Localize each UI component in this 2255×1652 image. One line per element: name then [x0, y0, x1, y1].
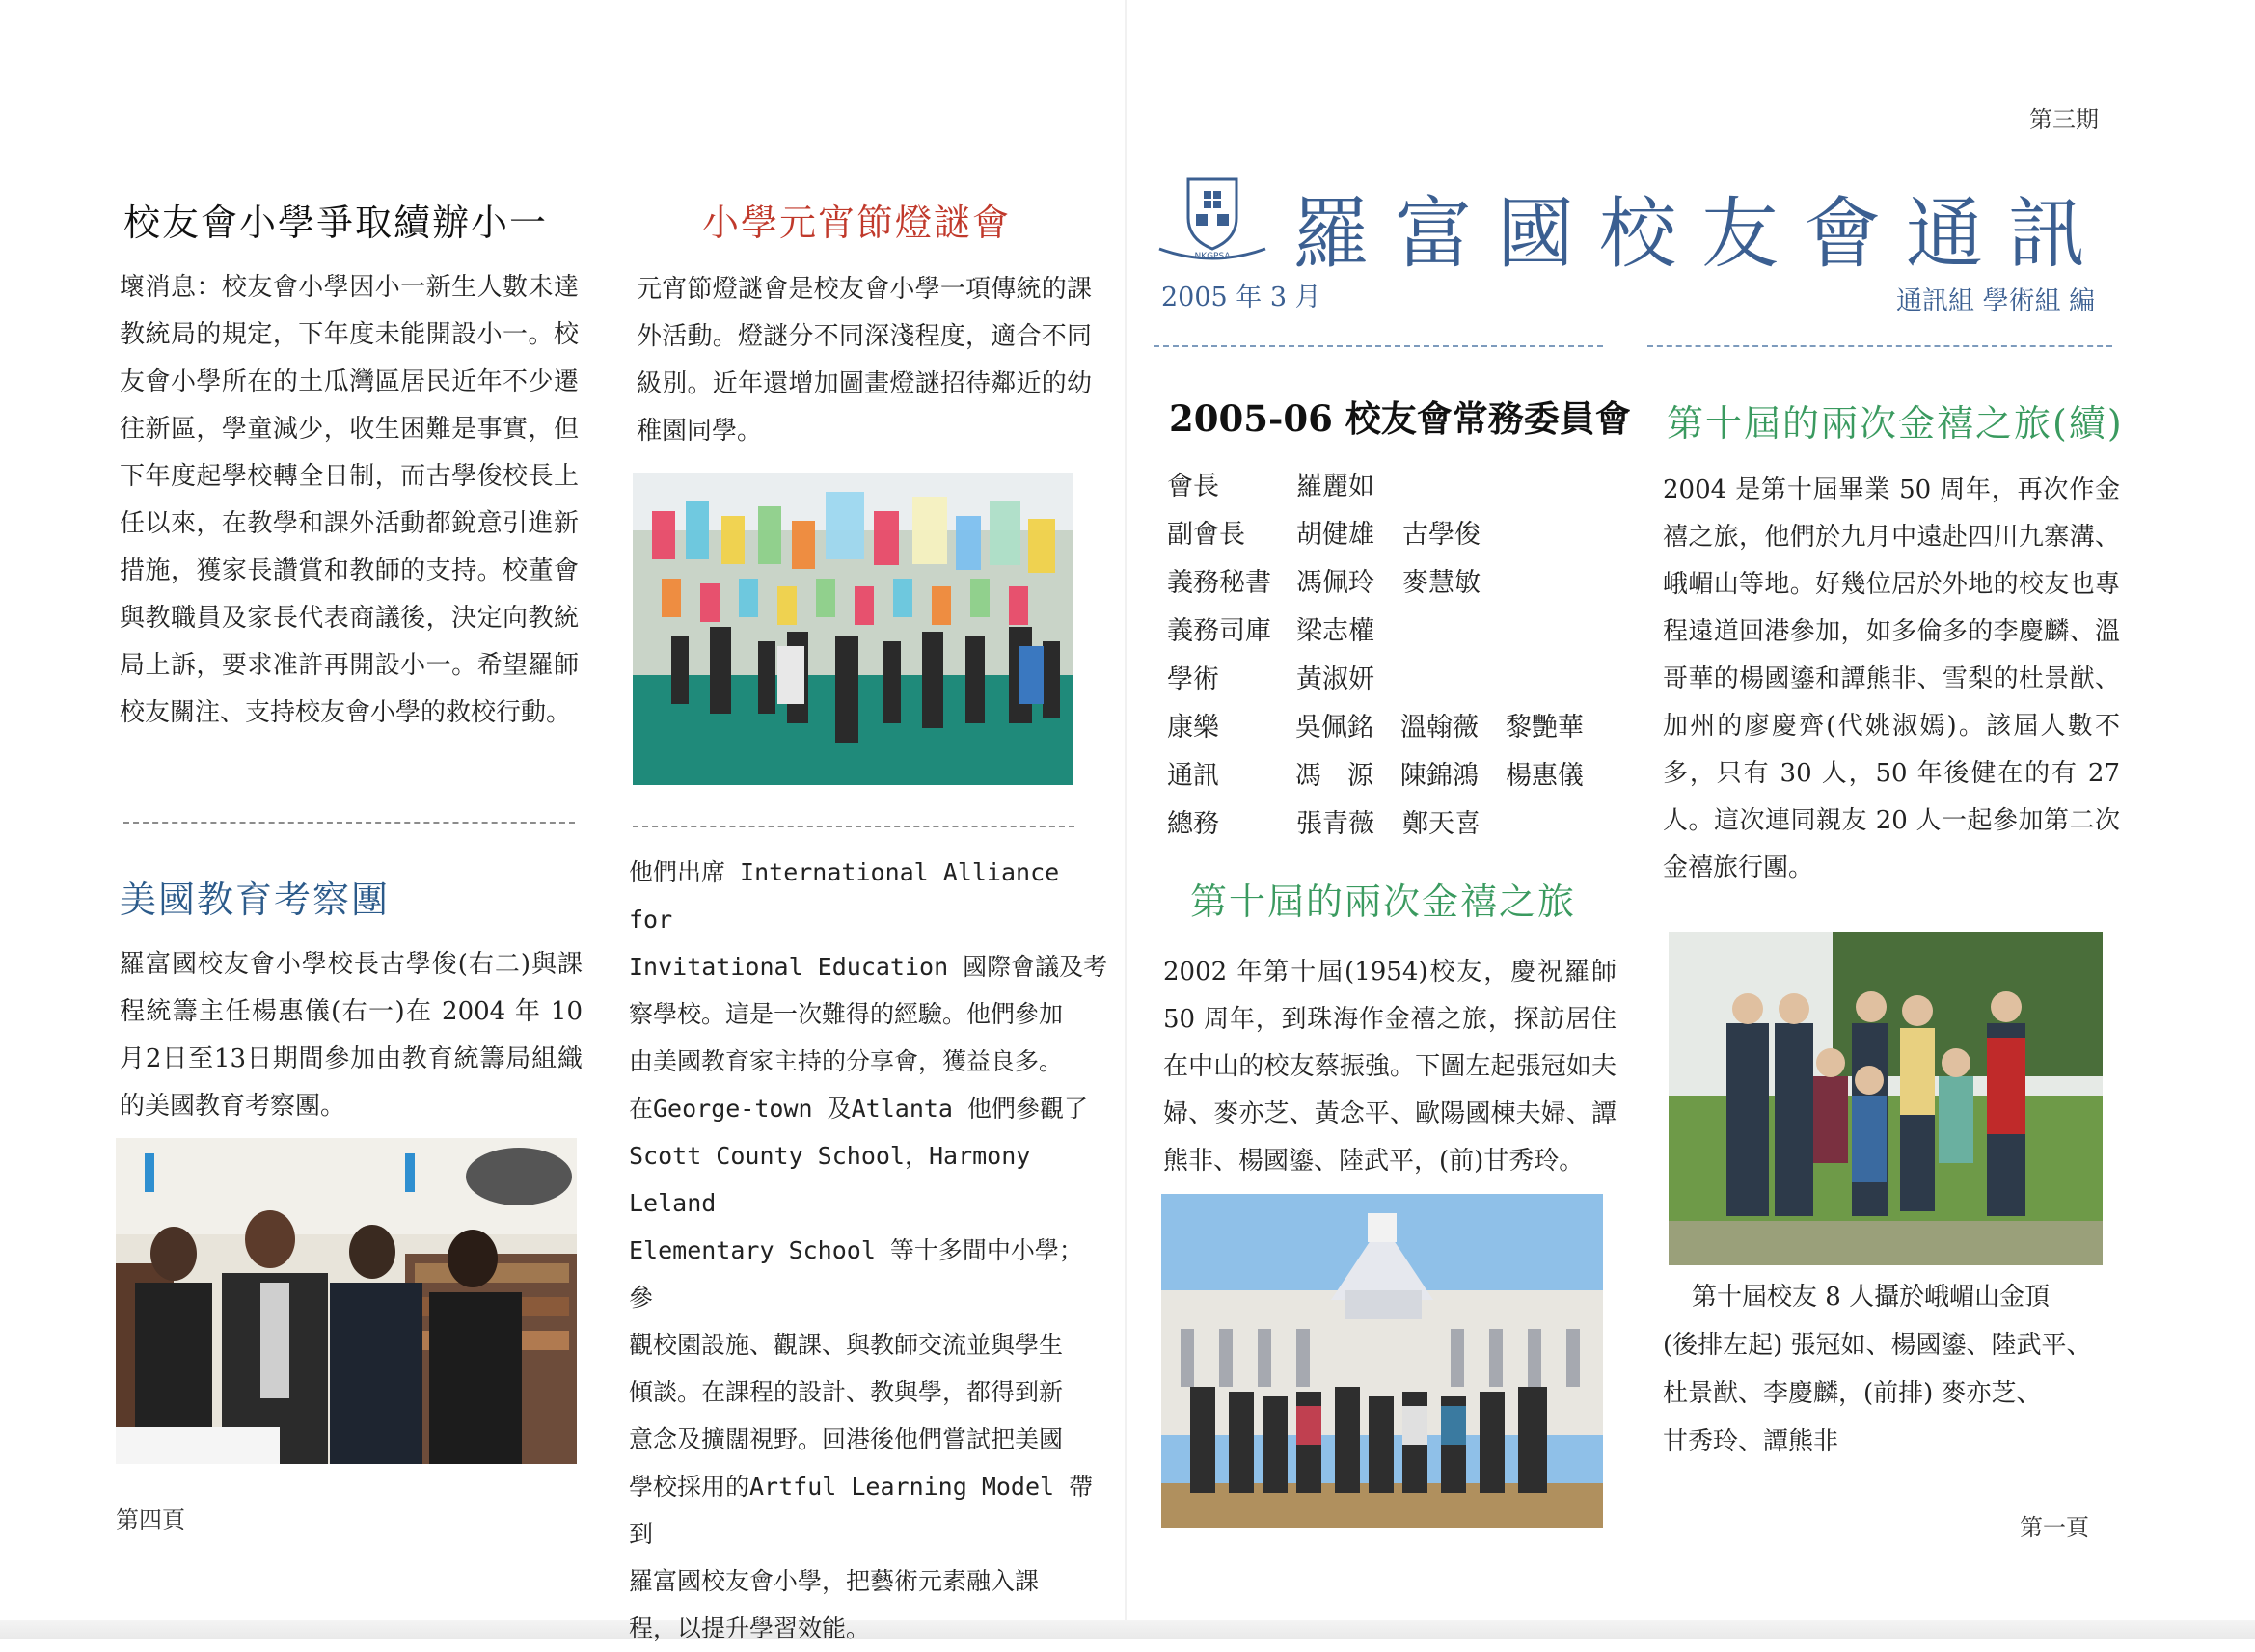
text-line: 由美國教育家主持的分享會，獲益良多。	[629, 1047, 1064, 1075]
committee-title: 2005-06 校友會常務委員會	[1169, 397, 1631, 440]
divider	[1647, 345, 2112, 347]
school-crest-logo	[1155, 172, 1269, 268]
roster-row	[1167, 559, 1611, 608]
logo-text: NKGPSA	[1194, 252, 1231, 261]
heading-primary-one: 校友會小學爭取續辦小一	[123, 202, 549, 244]
text-line: 傾談。在課程的設計、教與學，都得到新	[629, 1378, 1064, 1406]
roster-row	[1167, 704, 1611, 752]
roster-name: 古學俊	[1402, 520, 1481, 550]
text-line: 在George-town 及Atlanta 他們參觀了	[629, 1095, 1089, 1123]
text-line: 察學校。這是一次難得的經驗。他們參加	[629, 1000, 1064, 1028]
divider	[633, 826, 1074, 827]
photo-usa-tour	[116, 1138, 577, 1464]
text-line: Invitational Education 國際會議及考	[629, 953, 1108, 981]
roster-name: 梁志權	[1296, 616, 1374, 646]
roster-role: 康樂	[1167, 713, 1219, 743]
text-line: 學校採用的Artful Learning Model 帶到	[629, 1473, 1094, 1548]
roster-name: 黎艷華	[1505, 713, 1584, 743]
roster-role: 義務司庫	[1167, 616, 1271, 646]
roster-row	[1167, 511, 1611, 559]
caption-line: (後排左起) 張冠如、楊國鎏、陸武平、	[1663, 1331, 2092, 1360]
text-line: Elementary School 等十多間中小學； 參	[629, 1236, 1083, 1312]
text-line: Scott County School，Harmony Leland	[629, 1142, 1031, 1217]
roster-name: 鄭天喜	[1402, 809, 1481, 839]
roster-role: 總務	[1167, 809, 1219, 839]
roster-name: 楊惠儀	[1505, 761, 1584, 791]
text-line: 他們出席 International Alliance for	[629, 858, 1060, 934]
roster-row	[1167, 463, 1611, 511]
page-fold	[1125, 0, 1127, 1620]
heading-usa-tour: 美國教育考察團	[120, 879, 391, 921]
roster-row	[1167, 656, 1611, 704]
divider	[123, 822, 575, 824]
article-body-lantern: 元宵節燈謎會是校友會小學一項傳統的課外活動。燈謎分不同深淺程度，適合不同級別。近年還增加圖畫燈謎招待鄰近的幼稚園同學。	[637, 275, 1092, 446]
roster-name: 馮佩玲	[1296, 568, 1374, 598]
photo-caption-mount-emei	[1663, 1273, 2116, 1466]
article-body-golden-trip: 2002 年第十屆(1954)校友，慶祝羅師 50 周年，到珠海作金禧之旅，探訪居住在中山的校友蔡振強。下圖左起張冠如夫婦、麥亦芝、黃念平、歐陽國棟夫婦、譚熊非、楊國鎏、陸武平，(前)甘秀玲。	[1163, 958, 1617, 1176]
page-edge	[0, 1620, 2255, 1639]
roster-row	[1167, 800, 1611, 849]
roster-role: 會長	[1167, 472, 1219, 501]
roster-name: 陳錦鴻	[1399, 761, 1479, 791]
roster-name: 黃淑妍	[1296, 664, 1374, 694]
roster-role: 副會長	[1167, 520, 1245, 550]
caption-line: 甘秀玲、譚熊非	[1663, 1427, 1839, 1456]
roster-name: 吳佩銘	[1294, 713, 1373, 743]
photo-mount-emei	[1669, 932, 2103, 1265]
text-line: 羅富國校友會小學，把藝術元素融入課	[629, 1567, 1040, 1595]
article-body-primary-one: 壞消息：校友會小學因小一新生人數未達教統局的規定，下年度未能開設小一。校友會小學所在的土瓜灣區居民近年不少遷往新區，學童減少，收生困難是事實，但下年度起學校轉全日制，而古學俊校長上任以來，在教學和課外活動都銳意引進新措施，獲家長讚賞和教師的支持。校董會與教職員及家長代表商議後，決定向教統局上訴，要求准許再開設小一。希望羅師校友關注、支持校友會小學的救校行動。	[120, 273, 579, 727]
divider	[1154, 345, 1603, 347]
heading-golden-trip: 第十屆的兩次金禧之旅	[1190, 880, 1577, 923]
roster-role: 學術	[1167, 664, 1219, 694]
article-body-usa-tour: 羅富國校友會小學校長古學俊(右二)與課程統籌主任楊惠儀(右一)在 2004 年 10月2日至13日期間參加由教育統籌局組織的美國教育考察團。	[120, 950, 583, 1121]
text-line: 意念及擴闊視野。回港後他們嘗試把美國	[629, 1425, 1064, 1453]
page-number-right: 第一頁	[2020, 1514, 2089, 1541]
article-usa-continued	[629, 849, 1111, 1652]
heading-golden-trip-continued: 第十屆的兩次金禧之旅(續)	[1667, 402, 2124, 445]
roster-name: 張青薇	[1296, 809, 1374, 839]
roster-name: 溫翰薇	[1399, 713, 1479, 743]
roster-name: 馮 源	[1294, 761, 1373, 791]
heading-lantern: 小學元宵節燈謎會	[702, 202, 1012, 244]
roster-row	[1167, 608, 1611, 656]
issue-date: 2005 年 3 月	[1161, 283, 1321, 312]
text-line: 觀校園設施、觀課、與教師交流並與學生	[629, 1331, 1064, 1359]
roster-name: 胡健雄	[1296, 520, 1374, 550]
photo-lantern-festival	[633, 473, 1073, 785]
text-line: 程，以提升學習效能。	[629, 1614, 871, 1642]
roster-role: 義務秘書	[1167, 568, 1271, 598]
article-body-golden-trip-continued: 2004 是第十屆畢業 50 周年，再次作金禧之旅，他們於九月中遠赴四川九寨溝、峨嵋山等地。好幾位居於外地的校友也專程遠道回港參加，如多倫多的李慶麟、溫哥華的楊國鎏和譚熊非、雪梨的杜景猷、加州的廖慶齊(代姚淑嫣)。該屆人數不多，只有 30 人，50 年後健在的有 27 人。這次連同親友 20 人一起參加第二次金禧旅行團。	[1663, 475, 2120, 882]
roster-name: 羅麗如	[1296, 472, 1374, 501]
roster-name: 麥慧敏	[1402, 568, 1481, 598]
editors-credit: 通訊組 學術組 編	[1896, 286, 2096, 316]
photo-zhuhai-trip	[1161, 1194, 1603, 1528]
roster-row	[1167, 752, 1611, 800]
newsletter-title: 羅富國校友會通訊	[1292, 189, 2110, 279]
caption-line: 杜景猷、李慶麟，(前排) 麥亦芝、	[1663, 1379, 2042, 1408]
caption-line: 第十屆校友 8 人攝於峨嵋山金頂	[1692, 1283, 2051, 1312]
page-number-left: 第四頁	[116, 1506, 185, 1533]
roster-role: 通訊	[1167, 761, 1219, 791]
issue-label: 第三期	[2029, 106, 2099, 133]
committee-roster	[1167, 463, 1611, 849]
